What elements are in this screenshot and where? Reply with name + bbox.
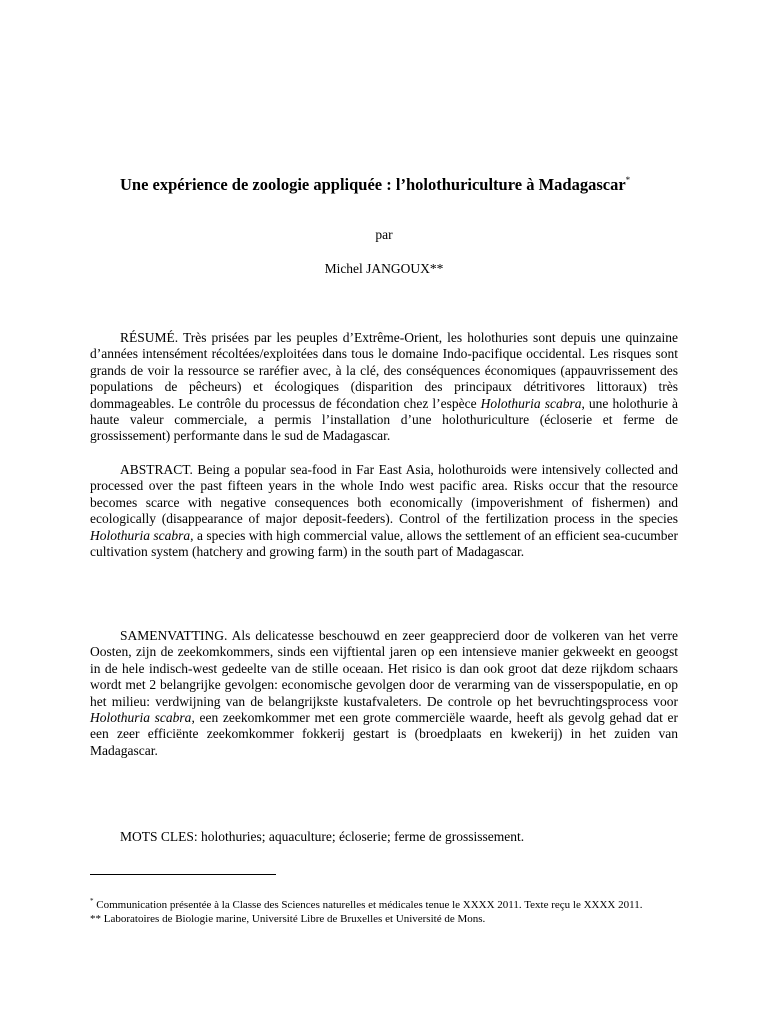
author-name: Michel JANGOUX** <box>324 261 444 276</box>
abstract-text-before: Being a popular sea-food in Far East Asia, holothuroids were intensively collected and processed over the past fifteen years in the whole Indo west pacific area. Risks occur that the resource becomes scarce with negative consequences both economically (impoverishment of fishermen) and ecologically (disappearance of major deposit-feeders). Control of the fertilization process in the species <box>90 462 678 527</box>
footnotes <box>90 895 680 926</box>
keywords-heading: MOTS CLES: <box>120 829 198 844</box>
samenvatting-species: Holothuria scabra <box>90 710 192 726</box>
article-title <box>120 170 680 195</box>
resume-text-before: Très prisées par les peuples d’Extrême-Orient, les holothuries sont depuis une quinzaine d’années intensément récoltées/exploitées dans tous le domaine Indo-pacifique occidental. Les risques sont grands de voir la ressource se raréfier avec, à la clé, des conséquences économiques (appauvrissement des populations de pêcheurs) et écologiques (disparition des principaux détritivores littoraux) très dommageables. Le contrôle du processus de fécondation chez l’espèce <box>90 330 678 411</box>
footnote-1-text: Communication présentée à la Classe des Sciences naturelles et médicales tenue le XXXX 2011. Texte reçu le XXXX 2011. <box>93 899 643 911</box>
footnote-1 <box>90 895 680 913</box>
article-title-text: Une expérience de zoologie appliquée : l’holothuriculture à Madagascar <box>120 175 626 194</box>
abstract-heading: ABSTRACT. <box>120 462 193 477</box>
keywords-paragraph <box>90 829 678 845</box>
footnote-2: ** Laboratoires de Biologie marine, Université Libre de Bruxelles et Université de Mons. <box>90 912 486 925</box>
title-footnote-marker: * <box>625 175 631 185</box>
keywords-text: holothuries; aquaculture; écloserie; ferme de grossissement. <box>197 829 525 844</box>
byline-par: par <box>375 227 393 242</box>
abstract-text-after: , a species with high commercial value, allows the settlement of an efficient sea-cucumber cultivation system (hatchery and growing farm) in the south part of Madagascar. <box>90 527 678 560</box>
samenvatting-heading: SAMENVATTING. <box>120 628 228 643</box>
samenvatting-paragraph <box>90 628 678 759</box>
samenvatting-text-before: Als delicatesse beschouwd en zeer geapprecierd door de volkeren van het verre Oosten, zijn de zeekomkommers, sinds een vijftiental jaren op een intensieve manier gekweekt en geoogst in de hele indisch-west gedeelte van de stille oceaan. Het risico is dan ook groot dat deze rijkdom schaars wordt met 2 belangrijke gevolgen: economische gevolgen door de verarming van de visserspopulatie, en op het milieu: verdwijning van de belangrijkste kustafvaleters. De controle op het bevruchtingsprocess voor <box>90 628 678 709</box>
abstract-species: Holothuria scabra <box>90 527 191 543</box>
footnote-1-marker: * <box>90 897 94 905</box>
resume-heading: RÉSUMÉ. <box>120 330 179 345</box>
resume-species: Holothuria scabra <box>480 395 582 411</box>
samenvatting-text-after: , een zeekomkommer met een grote commerciële waarde, heeft als gevolg gehad dat er een zeer efficiënte zeekomkommer fokkerij gestart is (broedplaats en kwekerij) in het zuiden van Madagascar. <box>90 710 678 758</box>
resume-paragraph <box>90 330 678 445</box>
footnote-separator <box>90 874 276 875</box>
abstract-paragraph <box>90 462 678 560</box>
resume-text-after: , une holothurie à haute valeur commerciale, a permis l’installation d’une holothuriculture (écloserie et ferme de grossissement) performante dans le sud de Madagascar. <box>90 395 678 444</box>
